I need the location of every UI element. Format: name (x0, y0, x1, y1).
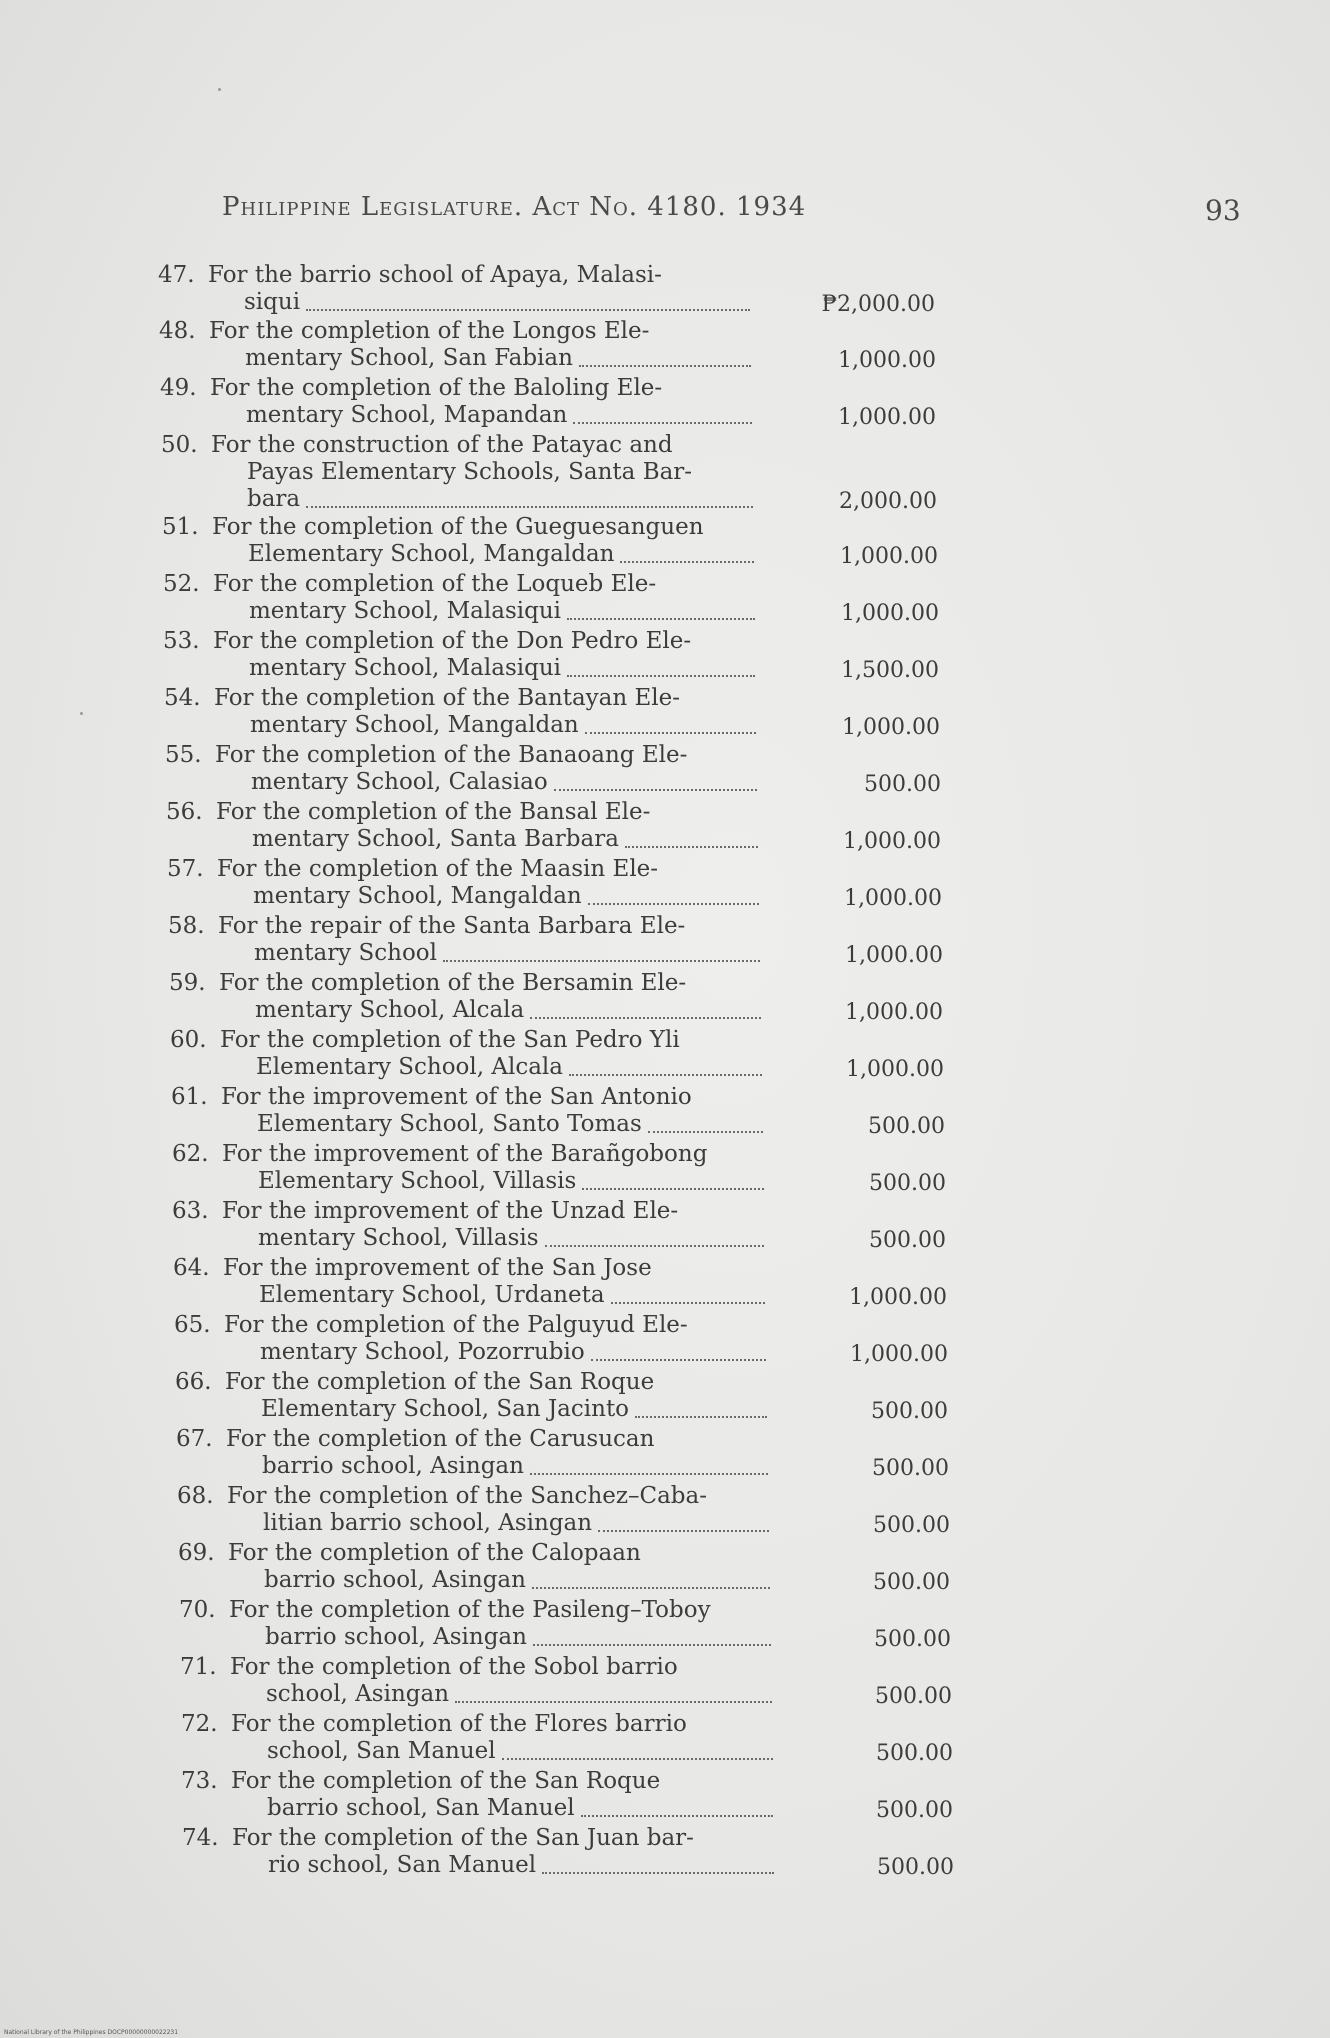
item-description-line: For the completion of the Loqueb Ele- (213, 571, 657, 597)
item-description-line: For the completion of the Bantayan Ele- (214, 685, 681, 711)
item-amount: ₱2,000.00 (821, 292, 935, 317)
dot-leader (545, 1245, 764, 1247)
item-description-line: barrio school, Asingan (262, 1453, 524, 1479)
item-number: 65. (174, 1312, 211, 1338)
item-description-line: For the construction of the Patayac and (211, 432, 673, 458)
item-amount: 1,000.00 (846, 1057, 944, 1082)
item-description-line: For the improvement of the San Antonio (221, 1084, 692, 1110)
page-number: 93 (1205, 194, 1241, 227)
item-number: 66. (175, 1369, 212, 1395)
item-description-line: mentary School, Malasiqui (249, 598, 561, 624)
dot-leader (648, 1131, 763, 1133)
dot-leader (554, 789, 757, 791)
dot-leader (585, 732, 756, 734)
item-description-line: mentary School, San Fabian (245, 345, 573, 371)
item-description-line: barrio school, Asingan (265, 1624, 527, 1650)
item-amount: 500.00 (876, 1741, 953, 1766)
dot-leader (611, 1302, 765, 1304)
item-description-line: barrio school, Asingan (264, 1567, 526, 1593)
item-description-line: For the completion of the Baloling Ele- (210, 375, 663, 401)
item-amount: 500.00 (873, 1570, 950, 1595)
dot-leader (598, 1530, 769, 1532)
archive-footer-note: National Library of the Philippines DOCP00000000022231 (4, 2029, 179, 2036)
item-description-line: For the completion of the Don Pedro Ele- (213, 628, 692, 654)
dot-leader (567, 675, 755, 677)
dot-leader (588, 903, 759, 905)
item-description-line: Elementary School, Alcala (256, 1054, 563, 1080)
item-description-line: For the completion of the Longos Ele- (209, 318, 650, 344)
running-header: Philippine Legislature. Act No. 4180. 1934 (222, 192, 807, 222)
item-amount: 500.00 (872, 1456, 949, 1481)
item-amount: 500.00 (875, 1684, 952, 1709)
dot-leader (579, 365, 751, 367)
item-description-line: For the barrio school of Apaya, Malasi- (208, 262, 662, 288)
item-description-line: For the completion of the Carusucan (226, 1426, 655, 1452)
item-number: 55. (165, 742, 202, 768)
item-description-line: For the completion of the Flores barrio (231, 1711, 687, 1737)
item-description-line: mentary School (254, 940, 437, 966)
item-amount: 2,000.00 (839, 489, 937, 514)
dot-leader (306, 506, 753, 508)
item-amount: 1,000.00 (838, 348, 936, 373)
item-description-line: litian barrio school, Asingan (263, 1510, 593, 1536)
dot-leader (306, 309, 750, 311)
dot-leader (533, 1644, 771, 1646)
item-amount: 1,000.00 (843, 829, 941, 854)
item-description-line: mentary School, Calasiao (251, 769, 548, 795)
item-description-line: mentary School, Villasis (258, 1225, 539, 1251)
dot-leader (502, 1758, 773, 1760)
item-number: 50. (161, 432, 198, 458)
item-description-line: bara (247, 486, 301, 512)
item-number: 58. (168, 913, 205, 939)
item-number: 63. (172, 1198, 209, 1224)
item-description-line: mentary School, Mapandan (246, 402, 568, 428)
dot-leader (542, 1872, 774, 1874)
item-amount: 500.00 (874, 1627, 951, 1652)
item-number: 54. (164, 685, 201, 711)
item-description-line: mentary School, Malasiqui (249, 655, 561, 681)
item-description-line: Elementary School, Mangaldan (248, 541, 615, 567)
dot-leader (569, 1074, 762, 1076)
item-description-line: For the completion of the Bersamin Ele- (219, 970, 687, 996)
item-number: 70. (179, 1597, 216, 1623)
item-description-line: For the improvement of the Barañgobong (222, 1141, 708, 1167)
dot-leader (532, 1587, 770, 1589)
item-amount: 500.00 (864, 772, 941, 797)
item-description-line: siqui (244, 289, 301, 315)
item-number: 60. (170, 1027, 207, 1053)
dot-leader (573, 422, 752, 424)
item-description-line: For the completion of the Maasin Ele- (217, 856, 659, 882)
item-number: 72. (181, 1711, 218, 1737)
item-number: 51. (162, 514, 199, 540)
item-description-line: mentary School, Alcala (255, 997, 525, 1023)
item-description-line: For the completion of the Banaoang Ele- (215, 742, 688, 768)
item-amount: 500.00 (869, 1171, 946, 1196)
dot-leader (635, 1416, 767, 1418)
dot-leader (567, 618, 755, 620)
item-amount: 1,000.00 (840, 544, 938, 569)
item-description-line: Elementary School, San Jacinto (261, 1396, 630, 1422)
item-amount: 500.00 (873, 1513, 950, 1538)
item-number: 49. (160, 375, 197, 401)
paper-speck (218, 88, 221, 91)
item-description-line: For the completion of the Calopaan (228, 1540, 641, 1566)
item-number: 53. (163, 628, 200, 654)
item-number: 68. (177, 1483, 214, 1509)
item-amount: 1,000.00 (845, 943, 943, 968)
item-description-line: rio school, San Manuel (268, 1852, 537, 1878)
item-number: 57. (167, 856, 204, 882)
item-number: 67. (176, 1426, 213, 1452)
item-description-line: mentary School, Mangaldan (250, 712, 579, 738)
item-number: 61. (171, 1084, 208, 1110)
item-amount: 1,500.00 (841, 658, 939, 683)
item-number: 56. (166, 799, 203, 825)
item-description-line: mentary School, Santa Barbara (252, 826, 619, 852)
item-description-line: For the completion of the Sanchez–Caba- (227, 1483, 708, 1509)
item-number: 73. (181, 1768, 218, 1794)
item-description-line: Payas Elementary Schools, Santa Bar- (247, 459, 693, 485)
item-description-line: For the completion of the Gueguesanguen (212, 514, 704, 540)
item-description-line: Elementary School, Villasis (258, 1168, 577, 1194)
item-amount: 500.00 (868, 1114, 945, 1139)
item-number: 74. (182, 1825, 219, 1851)
item-description-line: mentary School, Mangaldan (253, 883, 582, 909)
item-amount: 500.00 (871, 1399, 948, 1424)
item-description-line: For the completion of the San Juan bar- (232, 1825, 694, 1851)
item-amount: 1,000.00 (849, 1285, 947, 1310)
dot-leader (581, 1815, 773, 1817)
item-description-line: For the completion of the Pasileng–Toboy (229, 1597, 711, 1623)
item-number: 47. (158, 262, 195, 288)
item-description-line: For the repair of the Santa Barbara Ele- (218, 913, 686, 939)
item-number: 48. (159, 318, 196, 344)
item-description-line: For the completion of the Sobol barrio (230, 1654, 678, 1680)
item-description-line: mentary School, Pozorrubio (260, 1339, 585, 1365)
item-description-line: school, San Manuel (267, 1738, 496, 1764)
item-description-line: Elementary School, Urdaneta (259, 1282, 605, 1308)
item-description-line: For the completion of the San Pedro Yli (220, 1027, 680, 1053)
dot-leader (591, 1359, 766, 1361)
item-description-line: barrio school, San Manuel (267, 1795, 575, 1821)
dot-leader (582, 1188, 764, 1190)
item-amount: 500.00 (876, 1798, 953, 1823)
item-amount: 1,000.00 (842, 715, 940, 740)
item-amount: 1,000.00 (841, 601, 939, 626)
item-description-line: For the completion of the Bansal Ele- (216, 799, 651, 825)
item-description-line: For the improvement of the San Jose (223, 1255, 652, 1281)
item-amount: 1,000.00 (844, 886, 942, 911)
dot-leader (625, 846, 758, 848)
item-amount: 1,000.00 (850, 1342, 948, 1367)
dot-leader (443, 960, 760, 962)
item-number: 71. (180, 1654, 217, 1680)
dot-leader (620, 561, 754, 563)
item-amount: 500.00 (869, 1228, 946, 1253)
item-number: 52. (163, 571, 200, 597)
dot-leader (530, 1473, 768, 1475)
item-description-line: For the completion of the San Roque (225, 1369, 655, 1395)
item-description-line: Elementary School, Santo Tomas (257, 1111, 642, 1137)
item-number: 64. (173, 1255, 210, 1281)
paper-speck (80, 712, 83, 715)
item-number: 69. (178, 1540, 215, 1566)
item-number: 59. (169, 970, 206, 996)
dot-leader (455, 1701, 772, 1703)
item-description-line: For the completion of the San Roque (231, 1768, 661, 1794)
item-amount: 1,000.00 (838, 405, 936, 430)
dot-leader (530, 1017, 761, 1019)
item-description-line: For the improvement of the Unzad Ele- (222, 1198, 679, 1224)
item-description-line: For the completion of the Palguyud Ele- (224, 1312, 688, 1338)
item-description-line: school, Asingan (266, 1681, 450, 1707)
item-amount: 500.00 (877, 1855, 954, 1880)
item-amount: 1,000.00 (845, 1000, 943, 1025)
item-number: 62. (172, 1141, 209, 1167)
